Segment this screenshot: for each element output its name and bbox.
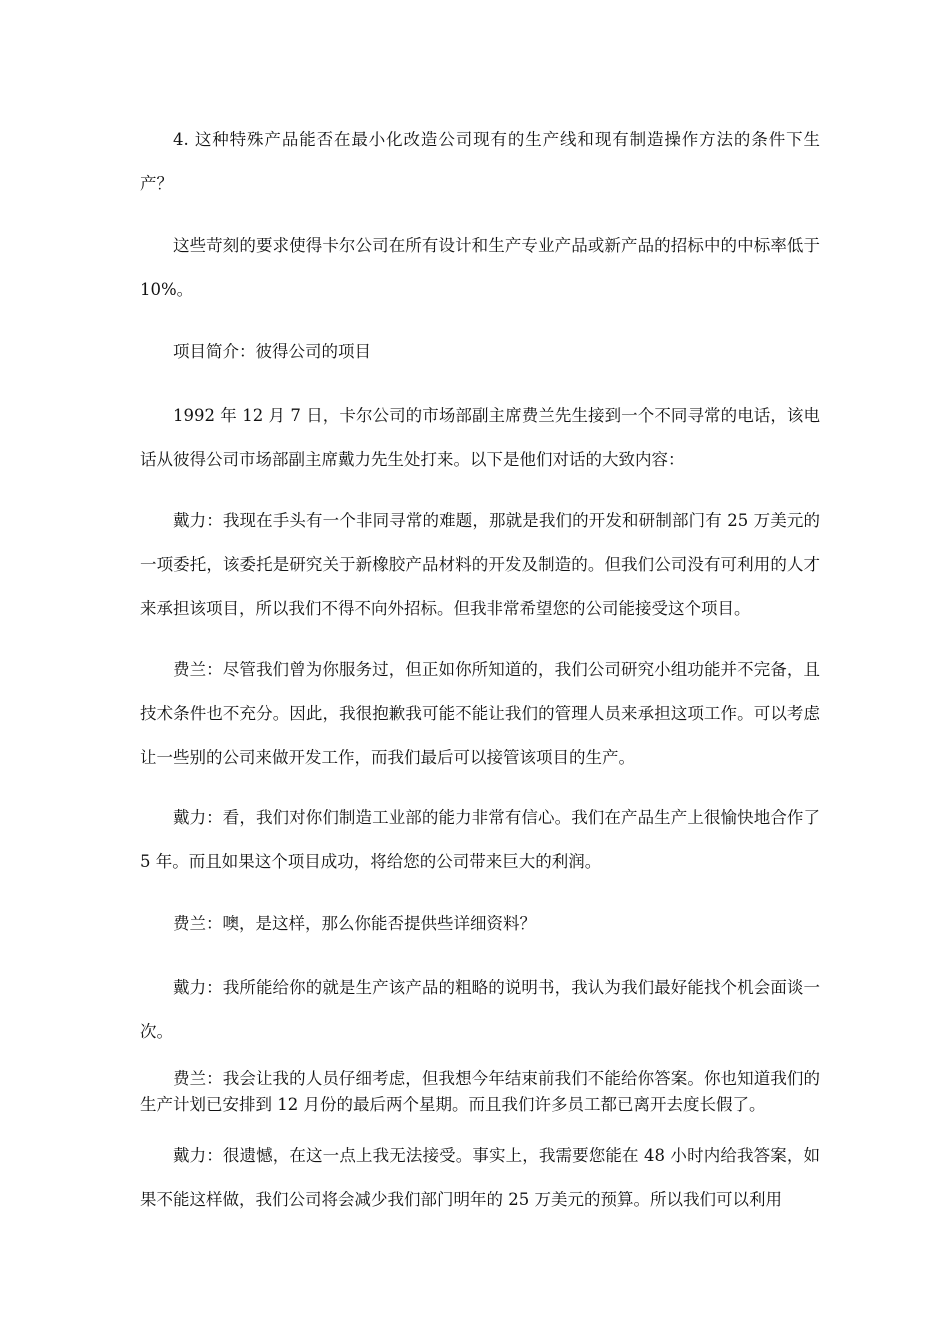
paragraph-daili-2: 戴力：看，我们对你们制造工业部的能力非常有信心。我们在产品生产上很愉快地合作了 5 年。而且如果这个项目成功，将给您的公司带来巨大的利润。 <box>140 808 820 871</box>
paragraph-phone-call: 1992 年 12 月 7 日，卡尔公司的市场部副主席费兰先生接到一个不同寻常的电话，该电话从彼得公司市场部副主席戴力先生处打来。以下是他们对话的大致内容： <box>140 406 820 469</box>
paragraph-question-4: 4. 这种特殊产品能否在最小化改造公司现有的生产线和现有制造操作方法的条件下生产？ <box>140 130 820 193</box>
paragraph-project-heading: 项目简介：彼得公司的项目 <box>173 342 371 361</box>
paragraph-feilan-3: 费兰：我会让我的人员仔细考虑，但我想今年结束前我们不能给你答案。你也知道我们的生产计划已安排到 12 月份的最后两个星期。而且我们许多员工都已离开去度长假了。 <box>140 1069 820 1114</box>
paragraph-daili-3: 戴力：我所能给你的就是生产该产品的粗略的说明书，我认为我们最好能找个机会面谈一次。 <box>140 978 820 1041</box>
paragraph-bid-rate: 这些苛刻的要求使得卡尔公司在所有设计和生产专业产品或新产品的招标中的中标率低于 10%。 <box>140 236 820 299</box>
paragraph-daili-4: 戴力：很遗憾，在这一点上我无法接受。事实上，我需要您能在 48 小时内给我答案，如果不能这样做，我们公司将会减少我们部门明年的 25 万美元的预算。所以我们可以利用 <box>140 1146 820 1209</box>
paragraph-daili-1: 戴力：我现在手头有一个非同寻常的难题，那就是我们的开发和研制部门有 25 万美元的一项委托，该委托是研究关于新橡胶产品材料的开发及制造的。但我们公司没有可利用的人才来承担该项目，所以我们不得不向外招标。但我非常希望您的公司能接受这个项目。 <box>140 511 820 618</box>
paragraph-feilan-2: 费兰：噢，是这样，那么你能否提供些详细资料？ <box>173 914 536 933</box>
paragraph-feilan-1: 费兰：尽管我们曾为你服务过，但正如你所知道的，我们公司研究小组功能并不完备，且技术条件也不充分。因此，我很抱歉我可能不能让我们的管理人员来承担这项工作。可以考虑让一些别的公司来做开发工作，而我们最后可以接管该项目的生产。 <box>140 660 820 767</box>
